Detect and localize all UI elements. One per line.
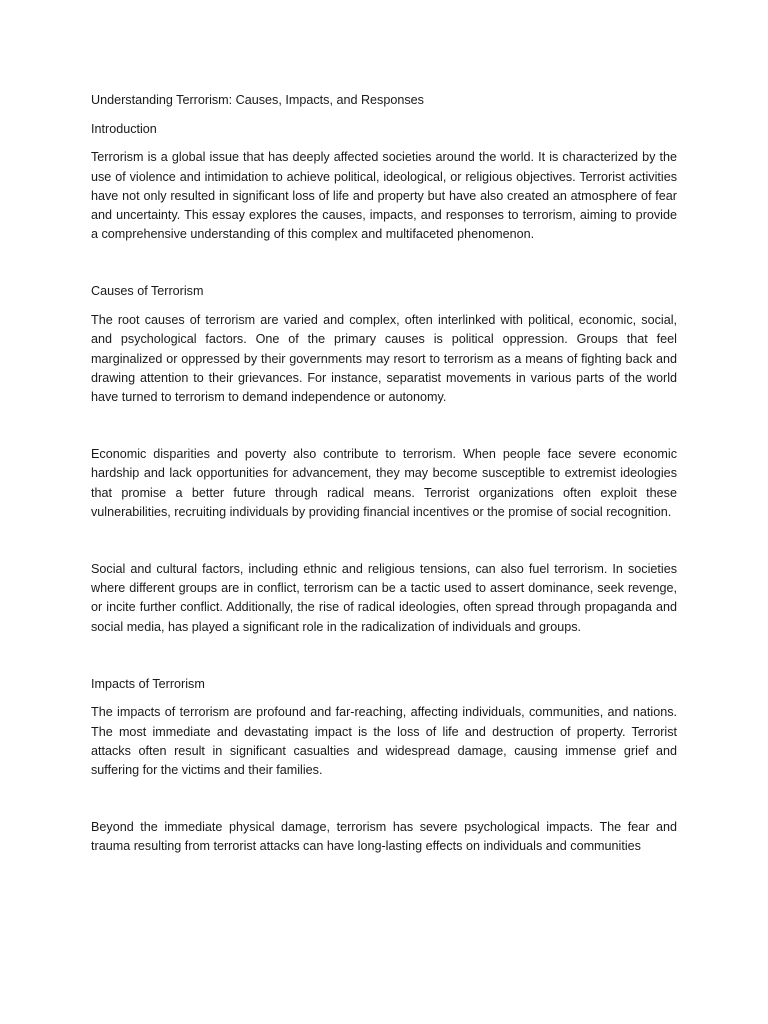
section-heading-introduction: Introduction	[91, 121, 157, 136]
document-title: Understanding Terrorism: Causes, Impacts, and Responses	[91, 93, 424, 107]
paragraph-impacts-psychological: Beyond the immediate physical damage, terrorism has severe psychological impacts. The fear and trauma resulting from terrorist attacks can have long-lasting effects on individuals and communities	[91, 820, 677, 854]
paragraph-causes-social: Social and cultural factors, including ethnic and religious tensions, can also fuel terrorism. In societies where different groups are in conflict, terrorism can be a tactic used to assert dominance, seek revenge, or incite further conflict. Additionally, the rise of radical ideologies, often spread through propaganda and social media, has played a significant role in the radicalization of individuals and groups.	[91, 561, 677, 634]
paragraph-causes-political: The root causes of terrorism are varied and complex, often interlinked with political, economic, social, and psychological factors. One of the primary causes is political oppression. Groups that feel marginalized or oppressed by their governments may resort to terrorism as a means of fighting back and drawing attention to their grievances. For instance, separatist movements in various parts of the world have turned to terrorism to demand independence or autonomy.	[91, 313, 677, 404]
section-heading-causes: Causes of Terrorism	[91, 284, 204, 299]
section-heading-impacts: Impacts of Terrorism	[91, 676, 205, 691]
paragraph-causes-economic: Economic disparities and poverty also contribute to terrorism. When people face severe economic hardship and lack opportunities for advancement, they may become susceptible to extremist ideologies that promise a better future through radical means. Terrorist organizations often exploit these vulnerabilities, recruiting individuals by providing financial incentives or the promise of social recognition.	[91, 447, 677, 519]
paragraph-introduction: Terrorism is a global issue that has deeply affected societies around the world. It is characterized by the use of violence and intimidation to achieve political, ideological, or religious objectives. Terrorist activities have not only resulted in significant loss of life and property but have also created an atmosphere of fear and uncertainty. This essay explores the causes, impacts, and responses to terrorism, aiming to provide a comprehensive understanding of this complex and multifaceted phenomenon.	[91, 150, 677, 242]
document-body	[91, 91, 677, 857]
paragraph-impacts-immediate: The impacts of terrorism are profound and far-reaching, affecting individuals, communities, and nations. The most immediate and devastating impact is the loss of life and destruction of property. Terrorist attacks often result in significant casualties and widespread damage, causing immense grief and suffering for the victims and their families.	[91, 705, 677, 778]
